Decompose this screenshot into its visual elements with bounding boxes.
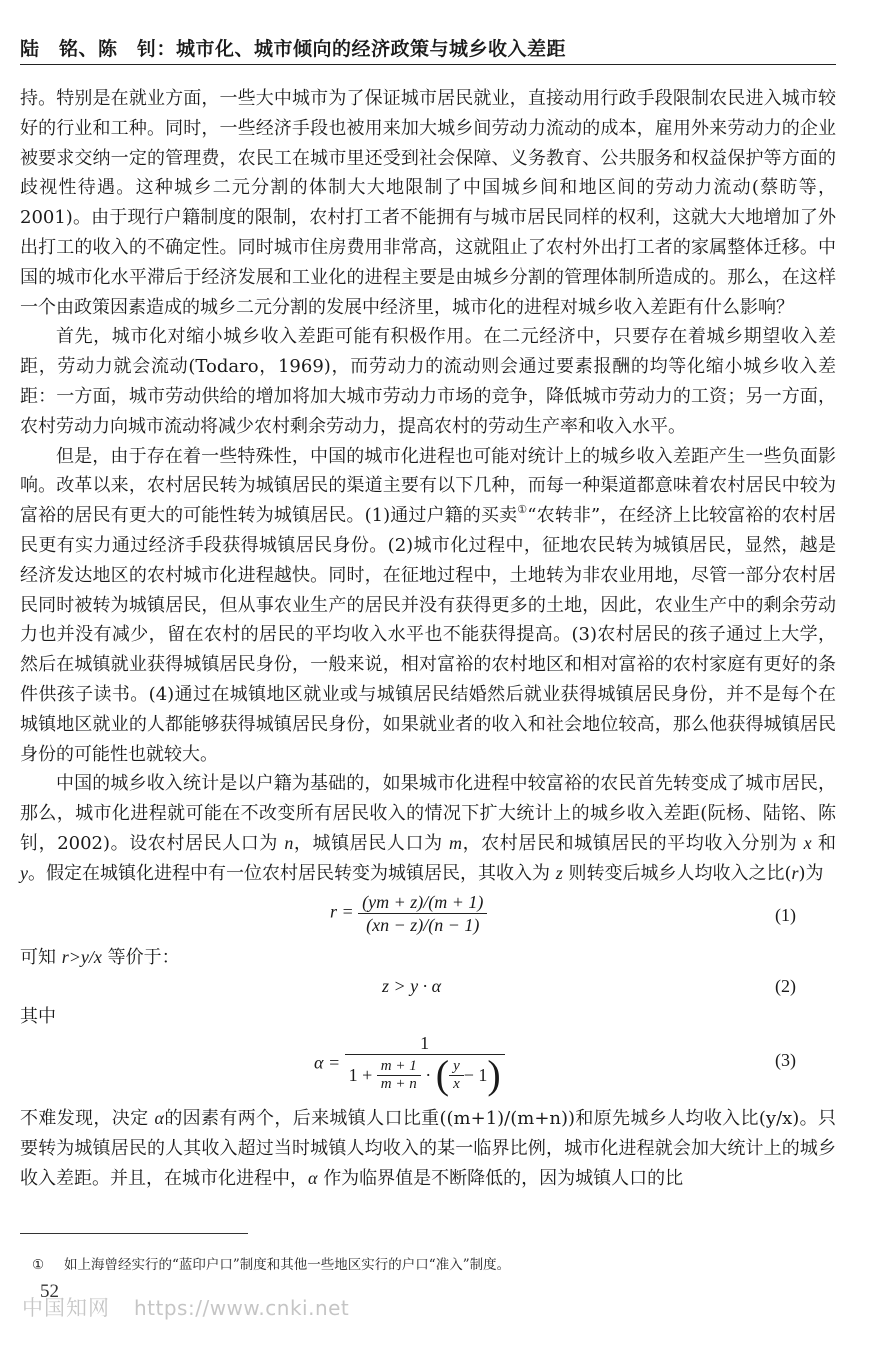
paragraph-6: 其中 xyxy=(20,1006,56,1028)
header-rule xyxy=(20,64,836,65)
p4-text-c: ，农村居民和城镇居民的平均收入分别为 xyxy=(462,832,798,854)
eq3-inner-num: m + 1 xyxy=(377,1058,421,1076)
article-body xyxy=(20,84,836,1194)
paragraph-3-part-b: “农转非”，在经济上比较富裕的农村居民更有实力通过经济手段获得城镇居民身份。(2)城市化过程中，征地农民转为城镇居民，显然，越是经济发达地区的农村城市化进程越快。同时，在征地过程中，土地转为非农业用地，尽管一部分农村居民同时被转为城镇居民，但从事农业生产的居民并没有获得更多的土地，因此，农业生产中的剩余劳动力也并没有减少，留在农村的居民的平均收入水平也不能获得提高。(3)农村居民的孩子通过上大学，然后在城镇就业获得城镇居民身份，一般来说，相对富裕的农村地区和相对富裕的农村家庭有更好的条件供孩子读书。(4)通过在城镇地区就业或与城镇居民结婚然后就业获得城镇居民身份，并不是每个在城镇地区就业的人都能够获得城镇居民身份，如果就业者的收入和社会地位较高，那么他获得城镇居民身份的可能性也就较大。 xyxy=(20,505,836,765)
eq2-expression: z > y · α xyxy=(382,976,442,997)
equation-3 xyxy=(20,1032,836,1104)
running-header: 陆 铭、陈 钊：城市化、城市倾向的经济政策与城乡收入差距 xyxy=(20,38,567,60)
eq1-denominator: (xn − z)/(n − 1) xyxy=(366,914,480,935)
cnki-watermark xyxy=(22,1292,349,1322)
p5-math: r>y/x xyxy=(61,946,102,967)
p4-text-e: 。假定在城镇化进程中有一位农村居民转变为城镇居民，其收入为 xyxy=(28,862,550,884)
eq3-paren-fraction xyxy=(449,1058,464,1093)
eq3-paren-num: y xyxy=(449,1058,464,1076)
p4-text-a: 中国的城乡收入统计是以户籍为基础的，如果城市化进程中较富裕的农民首先转变成了城市居民，那么，城市化进程就可能在不改变所有居民收入的情况下扩大统计上的城乡收入差距(阮杨、陆铭、陈钊，2002)。设农村居民人口为 xyxy=(20,773,836,854)
eq3-denominator xyxy=(345,1052,505,1098)
paragraph-3 xyxy=(20,442,836,770)
watermark-url[interactable]: https://www.cnki.net xyxy=(134,1296,350,1320)
p4-text-d: 和 xyxy=(818,832,836,854)
var-r: r xyxy=(791,862,799,883)
paragraph-2: 首先，城市化对缩小城乡收入差距可能有积极作用。在二元经济中，只要存在着城乡期望收入差距，劳动力就会流动(Todaro，1969)，而劳动力的流动则会通过要素报酬的均等化缩小城乡收入差距：一方面，城市劳动供给的增加将加大城市劳动力市场的竞争，降低城市劳动力的工资；另一方面，农村劳动力向城市流动将减少农村剩余劳动力，提高农村的劳动生产率和收入水平。 xyxy=(20,326,836,437)
p7-text-c: 作为临界值是不断降低的，因为城镇人口的比 xyxy=(323,1167,684,1189)
eq3-den-prefix: 1 + xyxy=(348,1065,373,1086)
var-x: x xyxy=(803,832,812,853)
p5-text-a: 可知 xyxy=(20,946,56,968)
eq1-numerator: (ym + z)/(m + 1) xyxy=(358,891,487,914)
eq1-fraction xyxy=(358,891,487,936)
eq3-paren-tail: − 1 xyxy=(463,1065,488,1086)
p4-text-g: )为 xyxy=(798,862,824,884)
eq3-left-paren: ( xyxy=(435,1052,450,1098)
paragraph-4 xyxy=(20,769,836,888)
equation-2 xyxy=(20,972,836,1002)
eq3-lhs: α = xyxy=(314,1052,341,1073)
paragraph-1: 持。特别是在就业方面，一些大中城市为了保证城市居民就业，直接动用行政手段限制农民进入城市较好的行业和工种。同时，一些经济手段也被用来加大城乡间劳动力流动的成本，雇用外来劳动力的企业被要求交纳一定的管理费，农民工在城市里还受到社会保障、义务教育、公共服务和权益保护等方面的歧视性待遇。这种城乡二元分割的体制大大地限制了中国城乡间和地区间的劳动力流动(蔡昉等，2001)。由于现行户籍制度的限制，农村打工者不能拥有与城市居民同样的权利，这就大大地增加了外出打工的收入的不确定性。同时城市住房费用非常高，这就阻止了农村外出打工者的家属整体迁移。中国的城市化水平滞后于经济发展和工业化的进程主要是由城乡分割的管理体制所造成的。那么，在这样一个由政策因素造成的城乡二元分割的发展中经济里，城市化的进程对城乡收入差距有什么影响？ xyxy=(20,88,836,318)
paragraph-7 xyxy=(20,1104,836,1193)
eq3-number: (3) xyxy=(775,1050,796,1071)
eq2-number: (2) xyxy=(775,976,796,997)
p5-text-b: 等价于： xyxy=(107,946,180,968)
p7-text-a: 不难发现，决定 xyxy=(20,1108,149,1130)
paragraph-5 xyxy=(20,943,836,973)
var-m: m xyxy=(449,832,463,853)
footnote-rule xyxy=(20,1233,248,1234)
eq3-right-paren: ) xyxy=(487,1052,501,1098)
paragraph-3-part-a: 但是，由于存在着一些特殊性，中国的城市化进程也可能对统计上的城乡收入差距产生一些负面影响。改革以来，农村居民转为城镇居民的渠道主要有以下几种，而每一种渠道都意味着农村居民中较为富裕的居民有更大的可能性转为城镇居民。(1)通过户籍的买卖 xyxy=(20,445,836,527)
footnote xyxy=(32,1253,510,1273)
var-alpha-2: α xyxy=(308,1167,318,1188)
var-y: y xyxy=(20,862,28,883)
eq1-lhs: r = xyxy=(330,901,354,922)
page-number: 52 xyxy=(40,1281,59,1302)
eq3-inner-fraction xyxy=(377,1058,421,1093)
p4-text-f: 则转变后城乡人均收入之比( xyxy=(568,862,792,884)
eq3-paren-den: x xyxy=(453,1075,460,1092)
footnote-text: 如上海曾经实行的“蓝印户口”制度和其他一些地区实行的户口“准入”制度。 xyxy=(64,1257,511,1273)
eq3-inner-den: m + n xyxy=(380,1075,417,1092)
p4-text-b: ，城镇居民人口为 xyxy=(293,832,443,854)
var-alpha: α xyxy=(154,1108,164,1129)
var-z: z xyxy=(555,862,563,883)
eq3-fraction xyxy=(345,1032,505,1098)
footnote-mark: ① xyxy=(32,1257,45,1273)
eq3-numerator: 1 xyxy=(345,1032,505,1055)
footnote-ref[interactable]: ① xyxy=(517,503,528,517)
eq3-dot: · xyxy=(425,1065,432,1086)
equation-1 xyxy=(20,889,836,943)
var-n: n xyxy=(284,832,294,853)
watermark-brand: 中国知网 xyxy=(22,1296,110,1320)
p7-text-b: 的因素有两个，后来城镇人口比重((m+1)/(m+n))和原先城乡人均收入比(y/x)。只要转为城镇居民的人其收入超过当时城镇人均收入的某一临界比例，城市化进程就会加大统计上的城乡收入差距。并且，在城市化进程中， xyxy=(20,1108,836,1189)
eq1-number: (1) xyxy=(775,904,796,925)
